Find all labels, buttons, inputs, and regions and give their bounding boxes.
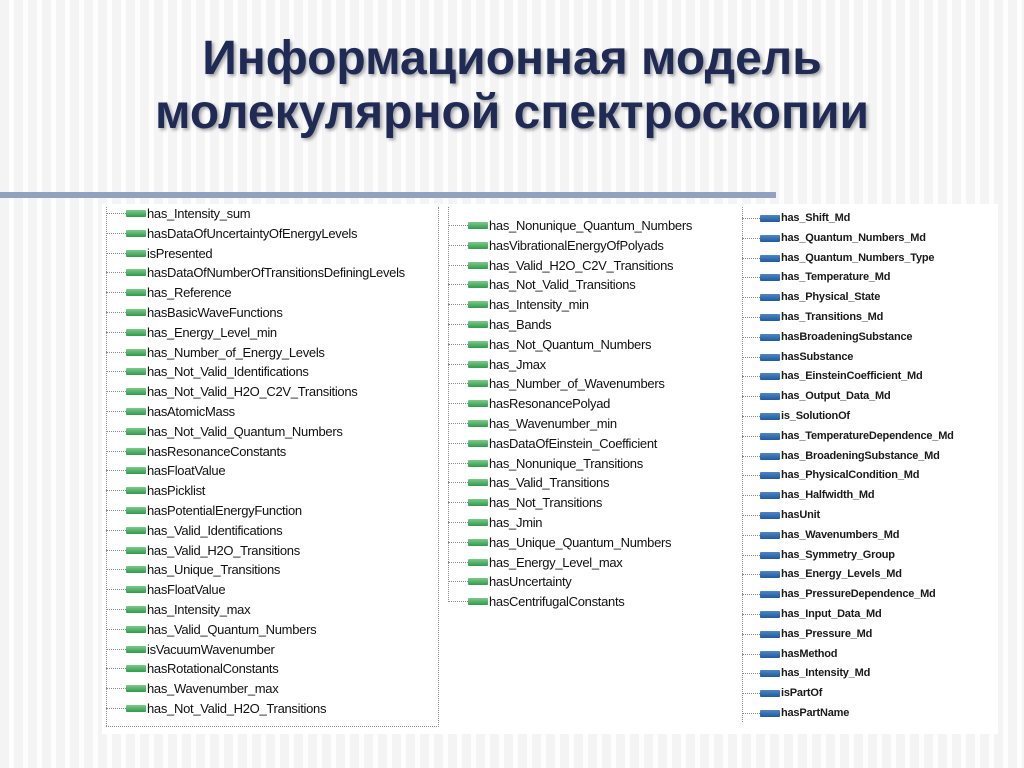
tree-item-has-not-transitions[interactable] <box>448 493 602 511</box>
tree-connector <box>106 668 126 669</box>
tree-item-label: has_TemperatureDependence_Md <box>781 430 954 442</box>
tree-item-label: has_Reference <box>147 284 232 300</box>
tree-item-label: has_Quantum_Numbers_Md <box>781 232 926 244</box>
tree-item-has-shift-md[interactable] <box>742 209 850 227</box>
tree-item-has-output-data-md[interactable] <box>742 387 890 405</box>
tree-connector <box>448 482 468 483</box>
tree-item-label: has_Nonunique_Transitions <box>489 455 643 471</box>
tree-item-label: has_Temperature_Md <box>781 271 891 283</box>
tree-connector <box>448 403 468 404</box>
green-property-icon <box>126 289 146 296</box>
blue-property-icon <box>760 472 780 479</box>
tree-item-has-input-data-md[interactable] <box>742 605 882 623</box>
tree-item-has-temperaturedependence-md[interactable] <box>742 427 954 445</box>
green-property-icon <box>468 578 488 585</box>
blue-property-icon <box>760 354 780 361</box>
green-property-icon <box>468 341 488 348</box>
tree-item-has-wavenumber-min[interactable] <box>448 414 617 432</box>
green-property-icon <box>126 269 146 276</box>
blue-property-icon <box>760 255 780 262</box>
green-property-icon <box>126 685 146 692</box>
tree-item-label: has_Not_Valid_Quantum_Numbers <box>147 423 343 439</box>
tree-connector <box>106 233 126 234</box>
blue-property-icon <box>760 571 780 578</box>
green-property-icon <box>126 566 146 573</box>
tree-item-label: has_Physical_State <box>781 291 881 303</box>
tree-item-hasatomicmass[interactable] <box>106 402 235 420</box>
tree-item-label: has_Jmin <box>489 514 543 530</box>
tree-item-has-intensity-sum[interactable] <box>106 204 250 222</box>
tree-connector <box>448 383 468 384</box>
green-property-icon <box>468 361 488 368</box>
tree-item-label: isPartOf <box>781 687 823 699</box>
tree-item-has-broadeningsubstance-md[interactable] <box>742 447 940 465</box>
tree-connector <box>106 431 126 432</box>
green-property-icon <box>468 301 488 308</box>
tree-item-label: has_Input_Data_Md <box>781 608 882 620</box>
blue-property-icon <box>760 670 780 677</box>
tree-connector <box>742 515 760 516</box>
tree-connector <box>742 594 760 595</box>
green-property-icon <box>126 665 146 672</box>
tree-item-label: has_Unique_Quantum_Numbers <box>489 534 672 550</box>
tree-item-has-unique-transitions[interactable] <box>106 560 280 578</box>
tree-item-label: has_Wavenumbers_Md <box>781 529 900 541</box>
tree-item-label: has_Not_Valid_Transitions <box>489 276 636 292</box>
tree-item-label: hasFloatValue <box>147 462 226 478</box>
tree-item-has-nonunique-quantum-numbers[interactable] <box>448 216 692 234</box>
green-property-icon <box>468 420 488 427</box>
tree-connector <box>106 332 126 333</box>
blue-property-icon <box>760 611 780 618</box>
tree-item-label: hasRotationalConstants <box>147 660 279 676</box>
title-divider <box>0 192 776 198</box>
tree-item-is-solutionof[interactable] <box>742 407 850 425</box>
blue-property-icon <box>760 552 780 559</box>
blue-property-icon <box>760 710 780 717</box>
tree-connector <box>742 218 760 219</box>
tree-connector <box>448 463 468 464</box>
green-property-icon <box>468 281 488 288</box>
tree-connector <box>448 364 468 365</box>
tree-connector <box>106 649 126 650</box>
tree-item-has-number-of-energy-levels[interactable] <box>106 343 325 361</box>
green-property-icon <box>126 408 146 415</box>
tree-item-label: has_PressureDependence_Md <box>781 588 936 600</box>
green-property-icon <box>126 329 146 336</box>
green-property-icon <box>126 388 146 395</box>
tree-item-hascentrifugalconstants[interactable] <box>448 592 624 610</box>
tree-item-label: has_Nonunique_Quantum_Numbers <box>489 217 693 233</box>
tree-connector <box>106 629 126 630</box>
tree-connector <box>742 436 760 437</box>
tree-connector <box>742 317 760 318</box>
tree-item-label: hasDataOfUncertaintyOfEnergyLevels <box>147 225 358 241</box>
tree-item-label: isVacuumWavenumber <box>147 641 275 657</box>
blue-property-icon <box>760 591 780 598</box>
tree-item-label: has_Valid_Identifications <box>147 522 283 538</box>
green-property-icon <box>468 400 488 407</box>
tree-item-label: has_Halfwidth_Md <box>781 489 875 501</box>
green-property-icon <box>126 705 146 712</box>
green-property-icon <box>126 547 146 554</box>
tree-item-label: has_Wavenumber_min <box>489 415 617 431</box>
blue-property-icon <box>760 274 780 281</box>
tree-connector <box>742 555 760 556</box>
tree-item-label: has_Not_Quantum_Numbers <box>489 336 652 352</box>
tree-connector <box>448 601 468 602</box>
tree-item-isvacuumwavenumber[interactable] <box>106 640 275 658</box>
tree-item-label: has_Not_Valid_H2O_C2V_Transitions <box>147 383 358 399</box>
green-property-icon <box>468 499 488 506</box>
tree-item-has-not-valid-transitions[interactable] <box>448 275 635 293</box>
tree-item-label: hasCentrifugalConstants <box>489 593 625 609</box>
tree-connector <box>106 550 126 551</box>
green-property-icon <box>126 250 146 257</box>
tree-item-haspotentialenergyfunction[interactable] <box>106 501 302 519</box>
tree-connector <box>742 614 760 615</box>
tree-item-label: has_Valid_H2O_C2V_Transitions <box>489 257 674 273</box>
tree-item-has-halfwidth-md[interactable] <box>742 486 874 504</box>
green-property-icon <box>126 527 146 534</box>
tree-connector <box>448 562 468 563</box>
tree-item-has-number-of-wavenumbers[interactable] <box>448 374 665 392</box>
tree-item-hasfloatvalue[interactable] <box>106 461 225 479</box>
tree-item-label: has_BroadeningSubstance_Md <box>781 450 940 462</box>
tree-item-label: has_Valid_Quantum_Numbers <box>147 621 317 637</box>
green-property-icon <box>126 368 146 375</box>
tree-item-label: hasBroadeningSubstance <box>781 331 913 343</box>
tree-connector <box>742 475 760 476</box>
tree-connector <box>106 253 126 254</box>
tree-connector <box>106 530 126 531</box>
tree-item-label: has_Number_of_Energy_Levels <box>147 344 325 360</box>
tree-item-has-intensity-min[interactable] <box>448 295 589 313</box>
tree-connector <box>448 502 468 503</box>
green-property-icon <box>468 539 488 546</box>
green-property-icon <box>468 242 488 249</box>
green-property-icon <box>468 222 488 229</box>
green-property-icon <box>468 598 488 605</box>
green-property-icon <box>126 467 146 474</box>
tree-item-label: hasMethod <box>781 648 838 660</box>
tree-connector <box>106 411 126 412</box>
tree-item-has-einsteincoefficient-md[interactable] <box>742 367 923 385</box>
tree-connector <box>106 371 126 372</box>
tree-item-label: hasDataOfEinstein_Coefficient <box>489 435 658 451</box>
tree-connector <box>742 297 760 298</box>
tree-item-label: hasResonanceConstants <box>147 443 286 459</box>
tree-item-label: has_Valid_H2O_Transitions <box>147 542 300 558</box>
blue-property-icon <box>760 334 780 341</box>
tree-item-has-wavenumbers-md[interactable] <box>742 526 899 544</box>
tree-item-has-valid-h2o-transitions[interactable] <box>106 541 300 559</box>
tree-connector <box>448 284 468 285</box>
tree-item-hasresonanceconstants[interactable] <box>106 442 286 460</box>
tree-item-hasuncertainty[interactable] <box>448 572 572 590</box>
tree-item-has-physicalcondition-md[interactable] <box>742 466 919 484</box>
green-property-icon <box>126 606 146 613</box>
blue-property-icon <box>760 651 780 658</box>
tree-item-ispresented[interactable] <box>106 244 212 262</box>
tree-connector <box>742 277 760 278</box>
tree-connector <box>106 688 126 689</box>
tree-connector <box>106 569 126 570</box>
tree-item-label: hasBasicWaveFunctions <box>147 304 283 320</box>
tree-connector <box>106 451 126 452</box>
tree-connector <box>742 654 760 655</box>
title-line-1: Информационная модель <box>202 32 822 85</box>
tree-item-label: has_Pressure_Md <box>781 628 873 640</box>
title-line-2: молекулярной спектроскопии <box>155 86 869 139</box>
tree-item-label: hasUncertainty <box>489 573 572 589</box>
tree-item-hasfloatvalue[interactable] <box>106 580 225 598</box>
tree-item-has-valid-identifications[interactable] <box>106 521 282 539</box>
tree-item-has-not-valid-quantum-numbers[interactable] <box>106 422 343 440</box>
tree-item-hasrotationalconstants[interactable] <box>106 659 278 677</box>
tree-item-hasmethod[interactable] <box>742 645 837 663</box>
tree-item-label: has_Energy_Levels_Md <box>781 568 902 580</box>
green-property-icon <box>126 487 146 494</box>
tree-item-has-nonunique-transitions[interactable] <box>448 454 643 472</box>
tree-item-label: has_Wavenumber_max <box>147 680 279 696</box>
tree-connector <box>106 272 126 273</box>
tree-item-label: has_Not_Transitions <box>489 494 603 510</box>
tree-connector <box>448 581 468 582</box>
tree-item-has-valid-h2o-c2v-transitions[interactable] <box>448 256 673 274</box>
green-property-icon <box>468 519 488 526</box>
tree-item-label: hasPartName <box>781 707 850 719</box>
tree-item-label: has_Jmax <box>489 356 546 372</box>
tree-item-hasbasicwavefunctions[interactable] <box>106 303 283 321</box>
tree-item-haspartname[interactable] <box>742 704 849 722</box>
green-property-icon <box>468 559 488 566</box>
green-property-icon <box>126 210 146 217</box>
tree-item-label: has_Symmetry_Group <box>781 549 895 561</box>
blue-property-icon <box>760 235 780 242</box>
tree-connector <box>106 312 126 313</box>
tree-connector <box>106 510 126 511</box>
tree-connector <box>448 522 468 523</box>
tree-item-label: has_Number_of_Wavenumbers <box>489 375 665 391</box>
tree-item-has-not-valid-h2o-c2v-transitions[interactable] <box>106 382 358 400</box>
tree-item-label: has_Unique_Transitions <box>147 561 281 577</box>
tree-item-label: hasAtomicMass <box>147 403 235 419</box>
green-property-icon <box>126 646 146 653</box>
tree-item-label: has_Transitions_Md <box>781 311 884 323</box>
tree-item-label: has_Quantum_Numbers_Type <box>781 252 935 264</box>
tree-connector <box>742 456 760 457</box>
tree-item-label: has_EinsteinCoefficient_Md <box>781 370 923 382</box>
tree-item-has-bands[interactable] <box>448 315 551 333</box>
tree-item-has-not-valid-identifications[interactable] <box>106 362 309 380</box>
tree-item-label: has_Output_Data_Md <box>781 390 891 402</box>
tree-item-label: has_Energy_Level_min <box>147 324 277 340</box>
tree-item-hasdataofeinstein-coefficient[interactable] <box>448 434 657 452</box>
tree-item-has-quantum-numbers-md[interactable] <box>742 229 926 247</box>
tree-item-label: hasPicklist <box>147 482 206 498</box>
tree-item-has-unique-quantum-numbers[interactable] <box>448 533 671 551</box>
tree-item-hasdataofuncertaintyofenergylevels[interactable] <box>106 224 357 242</box>
tree-connector <box>448 304 468 305</box>
blue-property-icon <box>760 512 780 519</box>
tree-item-label: has_Shift_Md <box>781 212 851 224</box>
tree-item-has-jmin[interactable] <box>448 513 542 531</box>
tree-item-has-temperature-md[interactable] <box>742 268 890 286</box>
green-property-icon <box>126 349 146 356</box>
tree-item-label: has_Valid_Transitions <box>489 474 610 490</box>
green-property-icon <box>468 440 488 447</box>
tree-connector <box>106 292 126 293</box>
tree-item-label: has_PhysicalCondition_Md <box>781 469 920 481</box>
green-property-icon <box>126 230 146 237</box>
tree-connector <box>742 693 760 694</box>
tree-connector <box>742 713 760 714</box>
tree-item-has-symmetry-group[interactable] <box>742 546 895 564</box>
tree-item-label: has_Energy_Level_max <box>489 554 623 570</box>
green-property-icon <box>468 321 488 328</box>
tree-item-label: has_Intensity_Md <box>781 667 871 679</box>
tree-item-label: hasSubstance <box>781 351 854 363</box>
tree-item-has-energy-levels-md[interactable] <box>742 565 902 583</box>
tree-item-label: hasDataOfNumberOfTransitionsDefiningLevels <box>147 264 405 280</box>
tree-connector <box>106 352 126 353</box>
tree-item-has-physical-state[interactable] <box>742 288 880 306</box>
tree-connector <box>448 423 468 424</box>
slide-title <box>0 32 1024 140</box>
blue-property-icon <box>760 433 780 440</box>
tree-item-has-valid-quantum-numbers[interactable] <box>106 620 316 638</box>
tree-item-hasresonancepolyad[interactable] <box>448 394 610 412</box>
tree-connector <box>742 495 760 496</box>
tree-connector <box>742 634 760 635</box>
tree-connector <box>742 337 760 338</box>
tree-item-label: is_SolutionOf <box>781 410 850 422</box>
green-property-icon <box>468 380 488 387</box>
tree-item-has-not-valid-h2o-transitions[interactable] <box>106 699 326 717</box>
tree-item-label: has_Intensity_sum <box>147 205 251 221</box>
tree-connector <box>106 213 126 214</box>
tree-connector <box>448 225 468 226</box>
tree-item-has-intensity-max[interactable] <box>106 600 250 618</box>
tree-item-label: hasPotentialEnergyFunction <box>147 502 302 518</box>
tree-connector <box>448 245 468 246</box>
tree-item-has-valid-transitions[interactable] <box>448 473 609 491</box>
green-property-icon <box>126 507 146 514</box>
tree-connector <box>742 673 760 674</box>
tree-connector <box>742 535 760 536</box>
tree-item-has-reference[interactable] <box>106 283 231 301</box>
tree-connector <box>106 708 126 709</box>
blue-property-icon <box>760 294 780 301</box>
tree-connector <box>742 376 760 377</box>
green-property-icon <box>468 460 488 467</box>
tree-item-ispartof[interactable] <box>742 684 822 702</box>
green-property-icon <box>126 428 146 435</box>
blue-property-icon <box>760 532 780 539</box>
tree-item-has-intensity-md[interactable] <box>742 664 870 682</box>
green-property-icon <box>126 309 146 316</box>
blue-property-icon <box>760 631 780 638</box>
tree-item-hasvibrationalenergyofpolyads[interactable] <box>448 236 664 254</box>
blue-property-icon <box>760 413 780 420</box>
tree-connector <box>742 357 760 358</box>
green-property-icon <box>126 586 146 593</box>
tree-item-has-pressuredependence-md[interactable] <box>742 585 936 603</box>
tree-item-label: hasFloatValue <box>147 581 226 597</box>
tree-item-has-transitions-md[interactable] <box>742 308 883 326</box>
tree-item-hasbroadeningsubstance[interactable] <box>742 328 912 346</box>
tree-item-has-jmax[interactable] <box>448 355 546 373</box>
tree-item-label: isPresented <box>147 245 213 261</box>
tree-item-has-wavenumber-max[interactable] <box>106 679 278 697</box>
tree-item-label: hasUnit <box>781 509 820 521</box>
tree-item-haspicklist[interactable] <box>106 481 205 499</box>
tree-connector <box>448 324 468 325</box>
tree-item-hasunit[interactable] <box>742 506 820 524</box>
tree-connector <box>448 265 468 266</box>
blue-property-icon <box>760 690 780 697</box>
tree-item-hasdataofnumberoftransitionsdefininglevels[interactable] <box>106 263 405 281</box>
green-property-icon <box>468 262 488 269</box>
tree-item-label: has_Bands <box>489 316 552 332</box>
tree-connector <box>742 396 760 397</box>
blue-property-icon <box>760 492 780 499</box>
green-property-icon <box>126 448 146 455</box>
blue-property-icon <box>760 373 780 380</box>
tree-connector <box>448 443 468 444</box>
tree-connector <box>106 391 126 392</box>
ontology-panel <box>102 204 998 734</box>
tree-item-has-energy-level-min[interactable] <box>106 323 277 341</box>
tree-item-has-quantum-numbers-type[interactable] <box>742 249 934 267</box>
blue-property-icon <box>760 393 780 400</box>
blue-property-icon <box>760 215 780 222</box>
tree-item-label: hasVibrationalEnergyOfPolyads <box>489 237 664 253</box>
tree-item-label: has_Intensity_max <box>147 601 251 617</box>
tree-item-label: has_Intensity_min <box>489 296 589 312</box>
tree-connector <box>106 470 126 471</box>
tree-connector <box>742 574 760 575</box>
tree-item-label: has_Not_Valid_H2O_Transitions <box>147 700 327 716</box>
tree-connector <box>742 258 760 259</box>
green-property-icon <box>126 626 146 633</box>
tree-item-label: hasResonancePolyad <box>489 395 611 411</box>
tree-connector <box>448 542 468 543</box>
green-property-icon <box>468 479 488 486</box>
tree-item-label: has_Not_Valid_Identifications <box>147 363 309 379</box>
blue-property-icon <box>760 314 780 321</box>
tree-item-hassubstance[interactable] <box>742 348 853 366</box>
tree-item-has-pressure-md[interactable] <box>742 625 872 643</box>
blue-property-icon <box>760 453 780 460</box>
tree-connector <box>742 416 760 417</box>
tree-connector <box>106 609 126 610</box>
tree-connector <box>106 490 126 491</box>
tree-item-has-energy-level-max[interactable] <box>448 553 622 571</box>
tree-connector <box>106 589 126 590</box>
tree-item-has-not-quantum-numbers[interactable] <box>448 335 651 353</box>
tree-connector <box>742 238 760 239</box>
tree-connector <box>448 344 468 345</box>
